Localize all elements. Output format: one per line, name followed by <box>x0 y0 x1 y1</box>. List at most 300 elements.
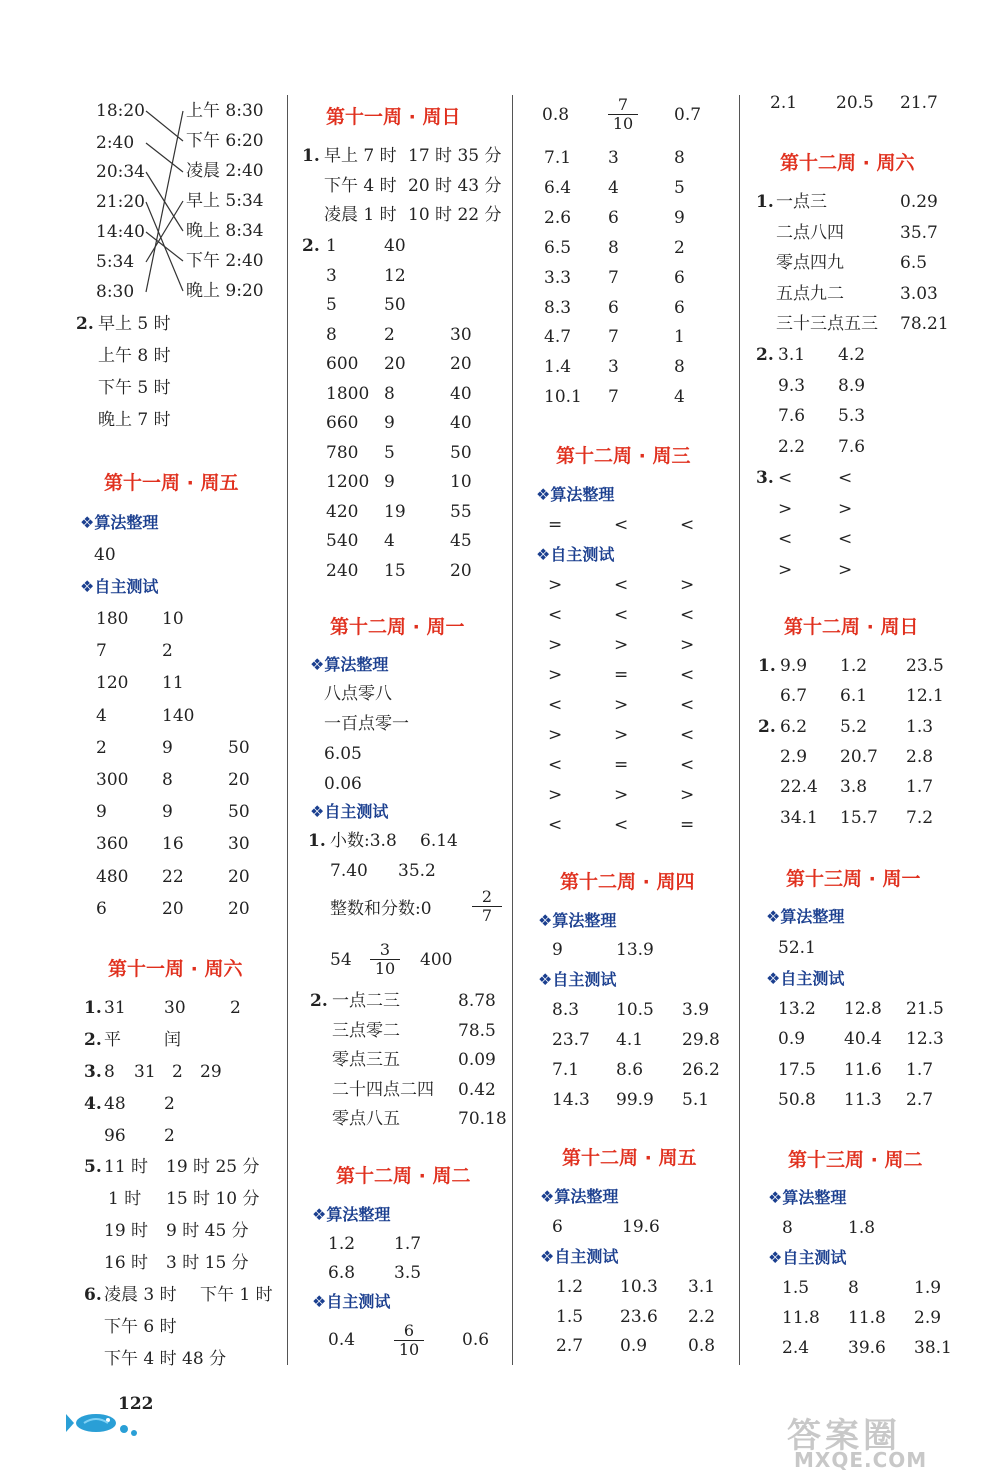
answer-value: 38.1 <box>914 1338 952 1358</box>
answer-value: < <box>838 468 853 488</box>
match-right-item: 晚上 8:34 <box>186 221 264 241</box>
answer-value: 10.5 <box>616 1000 654 1020</box>
answer-value: 二点八四 <box>776 222 844 243</box>
answer-item: 下午 5 时 <box>98 378 171 398</box>
answer-value: 11.8 <box>848 1308 886 1328</box>
answer-value: > <box>778 559 793 580</box>
answer-value: 8 <box>674 357 685 378</box>
answer-value: 1.7 <box>906 777 934 798</box>
answer-value: 6 <box>608 297 619 318</box>
answer-value: 5.3 <box>838 406 866 427</box>
fraction-denominator: 10 <box>612 114 634 133</box>
section-title: 第十二周 · 周五 <box>562 1147 697 1169</box>
subsection-label: ❖算法整理 <box>312 1205 391 1224</box>
answer-value: 9 <box>96 802 107 823</box>
subsection-label: ❖自主测试 <box>766 969 845 988</box>
answer-value: 660 <box>326 413 359 433</box>
subsection-label: ❖算法整理 <box>540 1187 619 1206</box>
answer-value: < <box>548 755 563 775</box>
answer-value: 8.3 <box>544 297 572 318</box>
answer-value: 20 <box>228 866 250 887</box>
answer-value: 平 <box>104 1030 121 1050</box>
answer-value: 50.8 <box>778 1089 816 1110</box>
answer-value: 1.7 <box>394 1234 422 1254</box>
answer-value: 9 <box>162 737 173 758</box>
answer-value: > <box>838 559 853 580</box>
answer-value: < <box>680 515 695 535</box>
answer-value: > <box>680 575 695 595</box>
answer-value: 2 <box>96 737 107 758</box>
answer-value: 20.7 <box>840 746 878 767</box>
answer-value: 300 <box>96 770 129 790</box>
answer-value: 40.4 <box>844 1029 882 1050</box>
answer-value: 4 <box>384 531 395 551</box>
answer-value: 13.2 <box>778 999 816 1019</box>
answer-value: 1.2 <box>556 1277 584 1297</box>
answer-value: 55 <box>450 501 472 522</box>
answer-value: 54 <box>330 950 352 970</box>
answer-value: 7 <box>96 641 107 662</box>
answer-value: 0.8 <box>688 1336 716 1356</box>
section-title: 第十三周 · 周一 <box>786 868 921 890</box>
answer-value: 35.2 <box>398 861 436 881</box>
answer-value: 5 <box>384 442 395 463</box>
answer-value: 一点二三 <box>332 991 400 1011</box>
answer-value: 8 <box>782 1218 793 1238</box>
subsection-label: ❖算法整理 <box>80 513 159 532</box>
answer-value: 15 <box>384 560 406 581</box>
answer-value: 1.8 <box>848 1218 876 1238</box>
answer-value: 6 <box>96 898 107 919</box>
answer-value: > <box>778 498 793 519</box>
answer-value: 120 <box>96 673 129 694</box>
section-title: 第十一周 · 周日 <box>326 106 461 128</box>
answer-value: < <box>548 815 563 835</box>
answer-value: 6 <box>608 207 619 228</box>
question-number: 3. <box>84 1062 102 1082</box>
answer-value: 8.6 <box>616 1060 644 1080</box>
match-right-item: 上午 8:30 <box>186 101 264 121</box>
answer-value: 30 <box>228 834 250 855</box>
answer-value: 17 时 35 分 <box>408 146 502 166</box>
fraction <box>370 941 400 978</box>
answer-value: = <box>680 815 695 835</box>
answer-value: 6.1 <box>840 686 868 707</box>
answer-value: 6.8 <box>328 1263 356 1283</box>
answer-value: 2.9 <box>780 746 808 767</box>
answer-value: 20 <box>228 898 250 919</box>
answer-value: > <box>548 725 563 745</box>
answer-value: > <box>680 635 695 655</box>
answer-value: 9 <box>162 802 173 823</box>
answer-value: 17.5 <box>778 1059 816 1080</box>
match-left-item: 21:20 <box>96 192 145 212</box>
answer-value: 8 <box>674 148 685 168</box>
section-title: 第十二周 · 周六 <box>780 152 915 174</box>
answer-value: = <box>548 515 563 535</box>
answer-value: 50 <box>384 295 406 315</box>
answer-value: 29.8 <box>682 1030 720 1050</box>
answer-value: 4 <box>96 705 107 726</box>
question-number: 1. <box>758 656 776 676</box>
answer-value: 50 <box>228 737 250 758</box>
subsection-label: ❖算法整理 <box>538 911 617 930</box>
match-left-item: 14:40 <box>96 222 145 242</box>
answer-value: < <box>614 815 629 835</box>
answer-value: 0.4 <box>328 1330 356 1350</box>
answer-value: 闰 <box>164 1030 181 1050</box>
section-title: 第十一周 · 周六 <box>108 958 243 980</box>
fraction-numerator: 6 <box>394 1322 424 1341</box>
answer-value: < <box>680 605 695 625</box>
answer-value: 9.3 <box>778 375 806 396</box>
fraction-denominator: 10 <box>398 1340 420 1359</box>
answer-value: 1.3 <box>906 716 934 737</box>
answer-value: 39.6 <box>848 1338 886 1358</box>
answer-value: 3.1 <box>688 1277 716 1297</box>
answer-value: 5 <box>674 177 685 198</box>
answer-value: 15 时 10 分 <box>166 1189 260 1209</box>
answer-value: 小数:3.8 <box>330 831 397 851</box>
answer-value: 6.5 <box>544 237 572 258</box>
answer-value: 8.9 <box>838 375 866 396</box>
answer-value: 下午 4 时 48 分 <box>104 1349 227 1369</box>
answer-value: 0.09 <box>458 1050 496 1070</box>
answer-value: 7.1 <box>552 1060 580 1080</box>
answer-value: 12 <box>384 265 406 286</box>
answer-value: 6.7 <box>780 686 808 707</box>
answer-value: 3 <box>326 265 337 286</box>
section-title: 第十二周 · 周二 <box>336 1165 471 1187</box>
answer-value: 1.5 <box>556 1306 584 1327</box>
question-number: 3. <box>756 468 774 488</box>
subsection-label: ❖自主测试 <box>540 1247 619 1266</box>
answer-value: = <box>614 665 629 685</box>
answer-value: 零点三五 <box>332 1050 400 1070</box>
answer-value: 12.8 <box>844 999 882 1019</box>
fraction-numerator: 2 <box>472 888 502 907</box>
answer-value: < <box>614 515 629 535</box>
answer-value: 9 <box>674 207 685 228</box>
answer-value: 一点三 <box>776 192 827 212</box>
answer-value: 8 <box>608 237 619 258</box>
answer-value: 50 <box>450 442 472 463</box>
answer-value: 400 <box>420 950 453 970</box>
subsection-label: ❖自主测试 <box>536 545 615 564</box>
answer-value: 10 <box>450 472 472 492</box>
answer-value: 11 时 <box>104 1157 149 1177</box>
answer-value: 1.4 <box>544 357 572 378</box>
question-number: 6. <box>84 1285 102 1305</box>
answer-value: > <box>680 785 695 805</box>
answer-value: 7.40 <box>330 861 368 881</box>
answer-value: 0.42 <box>458 1079 496 1100</box>
answer-value: 0.6 <box>462 1330 490 1350</box>
match-right-item: 下午 2:40 <box>186 251 264 271</box>
match-left-item: 20:34 <box>96 162 145 182</box>
answer-value: 34.1 <box>780 807 818 828</box>
answer-value: 52.1 <box>778 938 816 958</box>
answer-value: 0.8 <box>542 105 570 125</box>
fraction-numerator: 7 <box>608 96 638 115</box>
answer-value: 40 <box>450 413 472 433</box>
answer-value: 78.21 <box>900 314 949 335</box>
answer-value: 0.9 <box>620 1336 648 1356</box>
answer-value: 3.5 <box>394 1263 422 1283</box>
section-title: 第十三周 · 周二 <box>788 1149 923 1171</box>
answer-value: 2 <box>674 237 685 258</box>
fraction-numerator: 3 <box>370 941 400 960</box>
answer-value: 10 <box>162 609 184 629</box>
answer-value: 2 <box>164 1126 175 1146</box>
question-number: 1. <box>308 831 326 851</box>
answer-value: 8 <box>104 1062 115 1082</box>
answer-value: 99.9 <box>616 1090 654 1110</box>
answer-value: 2.1 <box>770 93 798 113</box>
section-title: 第十一周 · 周五 <box>104 472 239 494</box>
answer-value: 三点零二 <box>332 1020 400 1041</box>
answer-value: 45 <box>450 531 472 551</box>
answer-value: 1 <box>326 236 337 256</box>
answer-value: 三十三点五三 <box>776 314 878 335</box>
answer-value: 7.1 <box>544 148 572 168</box>
answer-value: 7 <box>608 267 619 288</box>
answer-value: 凌晨 3 时 <box>104 1285 177 1305</box>
answer-value: 40 <box>450 383 472 404</box>
answer-value: 6.2 <box>780 716 808 737</box>
answer-value: 540 <box>326 531 359 551</box>
answer-value: 2.2 <box>688 1306 716 1327</box>
answer-value: 6.05 <box>324 744 362 764</box>
answer-value: < <box>548 605 563 625</box>
subsection-label: ❖自主测试 <box>538 970 617 989</box>
answer-value: 4.1 <box>616 1030 644 1050</box>
subsection-label: ❖算法整理 <box>768 1188 847 1207</box>
answer-value: 4.7 <box>544 327 572 348</box>
answer-value: 6.14 <box>420 831 458 851</box>
answer-value: 16 <box>162 834 184 855</box>
answer-value: 9 时 45 分 <box>166 1221 249 1241</box>
section-title: 第十二周 · 周三 <box>556 445 691 467</box>
match-left-item: 18:20 <box>96 101 145 121</box>
answer-value: 2.2 <box>778 436 806 457</box>
answer-value: 22 <box>162 866 184 887</box>
answer-value: < <box>680 725 695 745</box>
answer-value: 6 <box>552 1217 563 1237</box>
answer-value: 7.2 <box>906 807 934 828</box>
answer-value: 8 <box>384 383 395 404</box>
answer-value: 11 <box>162 673 184 694</box>
answer-value: 11.6 <box>844 1059 882 1080</box>
answer-value: 6.5 <box>900 253 928 274</box>
fraction <box>608 96 638 133</box>
answer-value: 8 <box>162 770 173 790</box>
match-left-item: 5:34 <box>96 252 135 272</box>
answer-value: > <box>614 635 629 655</box>
answer-value: 八点零八 <box>324 684 392 704</box>
answer-value: 7.6 <box>778 406 806 427</box>
answer-value: 8.78 <box>458 991 496 1011</box>
answer-value: 12.3 <box>906 1029 944 1050</box>
answer-value: 8 <box>326 324 337 345</box>
answer-value: > <box>548 575 563 595</box>
answer-value: 1800 <box>326 383 370 404</box>
answer-value: 20 <box>450 354 472 374</box>
answer-value: 30 <box>450 324 472 345</box>
answer-value: 240 <box>326 560 359 581</box>
subsection-label: ❖自主测试 <box>312 1292 391 1311</box>
watermark-text: 答案圈 <box>787 1416 901 1456</box>
answer-value: 5.1 <box>682 1090 710 1110</box>
answer-value: 7 <box>608 387 619 408</box>
answer-value: 14.3 <box>552 1090 590 1110</box>
answer-value: < <box>614 605 629 625</box>
subsection-label: ❖算法整理 <box>536 485 615 504</box>
question-number: 1. <box>302 146 320 166</box>
match-right-item: 早上 5:34 <box>186 191 264 211</box>
answer-value: < <box>838 529 853 550</box>
answer-value: 140 <box>162 705 195 726</box>
answer-value: 4 <box>674 387 685 408</box>
fraction <box>472 888 502 925</box>
answer-value: 600 <box>326 354 359 374</box>
answer-value: 一百点零一 <box>324 714 409 734</box>
answer-value: 480 <box>96 866 129 887</box>
answer-value: > <box>548 635 563 655</box>
match-line <box>146 111 183 292</box>
answer-value: 五点九二 <box>776 283 844 304</box>
answer-value: 6.4 <box>544 177 572 198</box>
answer-value: 8 <box>848 1278 859 1298</box>
match-right-item: 凌晨 2:40 <box>186 161 264 181</box>
answer-value: 0.29 <box>900 192 938 212</box>
answer-value: 9 <box>384 413 395 433</box>
match-left-item: 2:40 <box>96 133 135 153</box>
match-line <box>146 232 183 261</box>
answer-value: 4.2 <box>838 345 866 365</box>
answer-value: 50 <box>228 802 250 823</box>
answer-value: = <box>614 755 629 775</box>
answer-value: 20.5 <box>836 93 874 113</box>
section-title: 第十二周 · 周一 <box>330 616 465 638</box>
subsection-label: ❖算法整理 <box>766 907 845 926</box>
answer-value: 6 <box>674 297 685 318</box>
answer-value: 0.9 <box>778 1029 806 1050</box>
answer-value: 3.3 <box>544 267 572 288</box>
answer-value: 29 <box>200 1062 222 1082</box>
answer-value: 1 时 <box>108 1189 142 1209</box>
answer-value: 20 <box>228 770 250 790</box>
answer-value: 20 <box>384 354 406 374</box>
question-number: 2. <box>302 236 320 256</box>
answer-value: 48 <box>104 1094 126 1114</box>
answer-value: 9.9 <box>780 656 808 676</box>
question-number: 2. <box>84 1030 102 1050</box>
fraction-denominator: 10 <box>374 959 396 978</box>
answer-value: 2.6 <box>544 207 572 228</box>
answer-value: 3.9 <box>682 1000 710 1020</box>
match-line <box>146 143 183 172</box>
watermark <box>772 1408 982 1474</box>
answer-value: 1.9 <box>914 1278 942 1298</box>
answer-value: < <box>680 695 695 715</box>
answer-item: 晚上 7 时 <box>98 410 171 430</box>
answer-value: 19 时 25 分 <box>166 1157 260 1177</box>
answer-value: > <box>548 785 563 805</box>
answer-value: 11.8 <box>782 1308 820 1328</box>
answer-value: 下午 1 时 <box>200 1285 273 1305</box>
answer-value: 21.7 <box>900 93 938 113</box>
answer-value: 5 <box>326 295 337 315</box>
answer-value: 20 时 43 分 <box>408 175 502 196</box>
answer-value: 20 <box>162 898 184 919</box>
answer-value: 凌晨 1 时 <box>324 205 397 225</box>
answer-value: 零点八五 <box>332 1109 400 1129</box>
matching-lines <box>0 0 1000 400</box>
answer-value: > <box>614 785 629 805</box>
answer-value: < <box>614 575 629 595</box>
match-line <box>146 201 183 262</box>
answer-value: 31 <box>104 998 126 1018</box>
answer-value: 2 <box>172 1062 183 1082</box>
answer-value: 70.18 <box>458 1109 507 1129</box>
answer-value: 20 <box>450 560 472 581</box>
question-number: 2. <box>76 314 94 334</box>
answer-value: 96 <box>104 1126 126 1146</box>
answer-value: 180 <box>96 609 129 629</box>
answer-value: 3.8 <box>840 777 868 798</box>
answer-value: 2.9 <box>914 1308 942 1328</box>
answer-value: 2 <box>164 1094 175 1114</box>
answer-value: 40 <box>384 236 406 256</box>
subsection-label: ❖自主测试 <box>768 1248 847 1267</box>
answer-value: 780 <box>326 442 359 463</box>
answer-value: 3 <box>608 148 619 168</box>
answer-value: 2 <box>162 641 173 662</box>
subsection-label: ❖自主测试 <box>310 802 389 821</box>
answer-value: 9 <box>384 472 395 492</box>
answer-value: 3.03 <box>900 283 938 304</box>
answer-value: 2 <box>230 998 241 1018</box>
answer-value: 22.4 <box>780 777 818 798</box>
section-title: 第十二周 · 周日 <box>784 616 919 638</box>
answer-value: 2.7 <box>556 1336 584 1356</box>
answer-value: 1.2 <box>840 656 868 676</box>
answer-value: 零点四九 <box>776 253 844 274</box>
answer-value: < <box>548 695 563 715</box>
answer-value: 1200 <box>326 472 370 492</box>
answer-value: 31 <box>134 1062 156 1082</box>
fraction <box>394 1322 424 1359</box>
answer-value: > <box>614 695 629 715</box>
answer-value: 下午 4 时 <box>324 175 397 196</box>
watermark-url: MXQE.COM <box>794 1448 928 1472</box>
answer-value: 40 <box>94 545 116 565</box>
answer-value: < <box>680 755 695 775</box>
answer-value: 30 <box>164 998 186 1018</box>
answer-value: 26.2 <box>682 1060 720 1080</box>
answer-value: 7 <box>608 327 619 348</box>
answer-value: 3 <box>608 357 619 378</box>
answer-value: 二十四点二四 <box>332 1079 434 1100</box>
question-number: 2. <box>310 991 328 1011</box>
answer-value: 10 时 22 分 <box>408 205 502 225</box>
answer-value: 19 <box>384 501 406 522</box>
answer-value: 2 <box>384 324 395 345</box>
answer-value: 3.1 <box>778 345 806 365</box>
subsection-label: ❖算法整理 <box>310 655 389 674</box>
answer-value: 整数和分数:0 <box>330 899 432 919</box>
